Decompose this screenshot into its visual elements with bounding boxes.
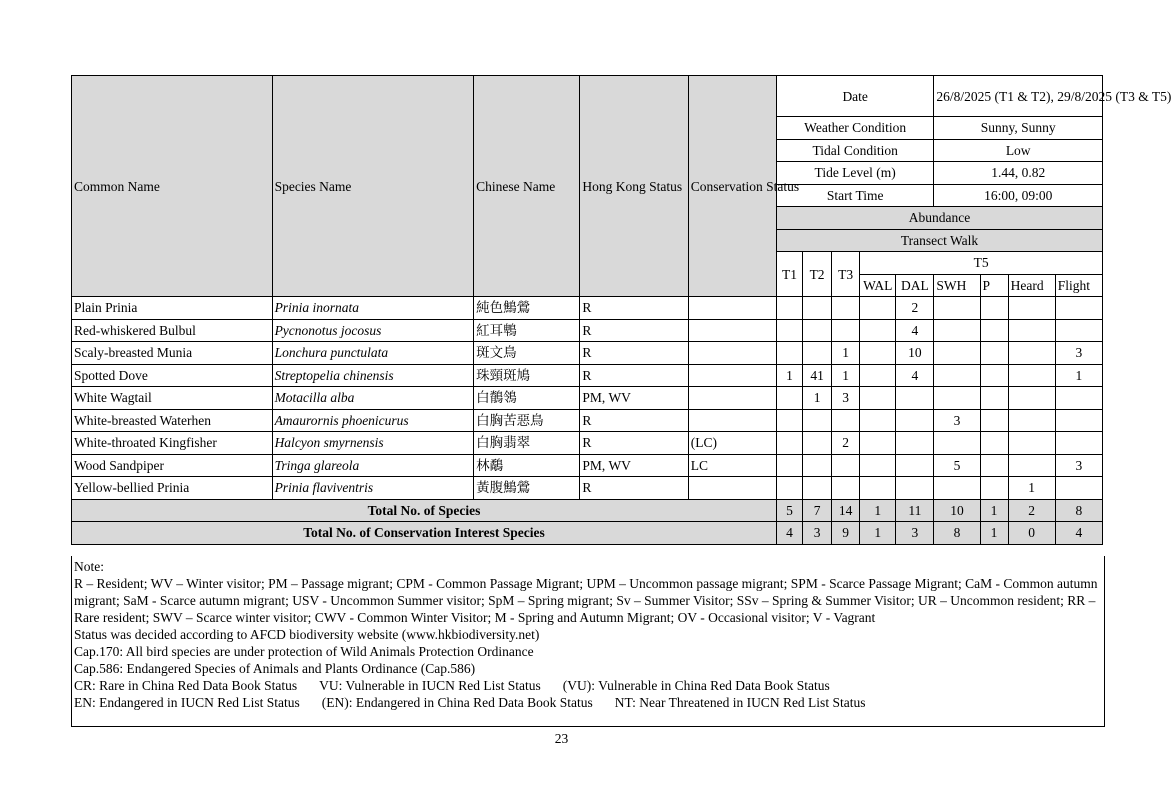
hk-status-cell: PM, WV	[580, 387, 688, 410]
count-cell: 3	[1055, 454, 1102, 477]
species-name-cell: Lonchura punctulata	[272, 342, 474, 365]
notes-title: Note:	[74, 559, 104, 574]
chinese-name-cell: 白胸苦惡鳥	[474, 409, 580, 432]
notes-en-china: (EN): Endangered in China Red Data Book Status	[321, 695, 593, 710]
transect-label: Transect Walk	[776, 229, 1102, 252]
notes-nt: NT: Near Threatened in IUCN Red List Status	[614, 695, 866, 710]
count-cell	[832, 409, 860, 432]
col-header-t3: T3	[832, 252, 860, 297]
count-cell	[832, 319, 860, 342]
table-row	[72, 319, 1103, 342]
count-cell	[860, 319, 896, 342]
count-cell: 1	[1055, 364, 1102, 387]
common-name-cell: Spotted Dove	[72, 364, 273, 387]
common-name-cell: White-throated Kingfisher	[72, 432, 273, 455]
notes-box	[71, 556, 1105, 727]
count-cell: 1	[1008, 477, 1055, 500]
totals-value: 7	[803, 499, 832, 522]
count-cell	[980, 297, 1008, 320]
conservation-status-cell	[688, 297, 776, 320]
count-cell	[860, 364, 896, 387]
hk-status-cell: PM, WV	[580, 454, 688, 477]
start-time-label: Start Time	[776, 184, 933, 207]
header-hk-status: Hong Kong Status	[580, 76, 688, 297]
count-cell	[776, 454, 802, 477]
table-row	[72, 364, 1103, 387]
count-cell	[860, 387, 896, 410]
count-cell	[803, 342, 832, 365]
conservation-status-cell: (LC)	[688, 432, 776, 455]
count-cell	[896, 454, 934, 477]
hk-status-cell: R	[580, 319, 688, 342]
count-cell	[980, 387, 1008, 410]
common-name-cell: Wood Sandpiper	[72, 454, 273, 477]
species-name-cell: Prinia inornata	[272, 297, 474, 320]
header-species-name: Species Name	[272, 76, 474, 297]
conservation-status-cell	[688, 319, 776, 342]
col-header-t2: T2	[803, 252, 832, 297]
notes-line-en	[74, 694, 1102, 711]
chinese-name-cell: 純色鷦鶯	[474, 297, 580, 320]
count-cell: 3	[934, 409, 980, 432]
count-cell: 4	[896, 319, 934, 342]
count-cell: 1	[832, 342, 860, 365]
notes-status-codes: R – Resident; WV – Winter visitor; PM – Passage migrant; CPM - Common Passage Migrant; UPM – Uncommon passage migrant; SPM - Scarce Passage Migrant; CaM - Common autumn migrant; SaM - Scarce autumn migrant; USV - Uncommon Summer visitor; SpM – Spring migrant; Sv – Summer Visitor; SSv – Spring & Summer Visitor; UR – Uncommon resident; RR – Rare resident; SWV – Scarce winter visitor; CWV - Common Winter Visitor; M - Spring and Autumn Migrant; OV - Occasional visitor; V - Vagrant	[74, 576, 1098, 625]
hk-status-cell: R	[580, 409, 688, 432]
totals-value: 1	[980, 522, 1008, 545]
species-name-cell: Pycnonotus jocosus	[272, 319, 474, 342]
totals-value: 4	[776, 522, 802, 545]
count-cell	[980, 342, 1008, 365]
totals-value: 14	[832, 499, 860, 522]
col-header-t5: T5	[860, 252, 1103, 275]
totals-value: 3	[896, 522, 934, 545]
count-cell	[896, 432, 934, 455]
count-cell	[896, 409, 934, 432]
count-cell: 2	[832, 432, 860, 455]
conservation-status-cell	[688, 477, 776, 500]
count-cell	[1008, 387, 1055, 410]
notes-vu-china: (VU): Vulnerable in China Red Data Book Status	[562, 678, 830, 693]
count-cell: 1	[776, 364, 802, 387]
hk-status-cell: R	[580, 297, 688, 320]
count-cell: 3	[832, 387, 860, 410]
count-cell: 4	[896, 364, 934, 387]
count-cell	[776, 319, 802, 342]
common-name-cell: Scaly-breasted Munia	[72, 342, 273, 365]
totals-value: 5	[776, 499, 802, 522]
table-row	[72, 432, 1103, 455]
totals-row	[72, 522, 1103, 545]
count-cell	[1008, 342, 1055, 365]
notes-vu: VU: Vulnerable in IUCN Red List Status	[319, 678, 541, 693]
species-name-cell: Amaurornis phoenicurus	[272, 409, 474, 432]
chinese-name-cell: 斑文鳥	[474, 342, 580, 365]
abundance-label: Abundance	[776, 207, 1102, 230]
common-name-cell: Plain Prinia	[72, 297, 273, 320]
notes-en: EN: Endangered in IUCN Red List Status	[74, 695, 300, 710]
count-cell	[1055, 477, 1102, 500]
notes-cap586: Cap.586: Endangered Species of Animals and Plants Ordinance (Cap.586)	[74, 661, 476, 676]
count-cell	[803, 409, 832, 432]
date-label: Date	[776, 76, 933, 117]
hk-status-cell: R	[580, 342, 688, 365]
count-cell	[803, 432, 832, 455]
count-cell	[776, 432, 802, 455]
count-cell: 3	[1055, 342, 1102, 365]
totals-value: 3	[803, 522, 832, 545]
count-cell	[896, 477, 934, 500]
count-cell	[934, 364, 980, 387]
weather-value: Sunny, Sunny	[934, 117, 1103, 140]
chinese-name-cell: 珠頸斑鳩	[474, 364, 580, 387]
count-cell	[803, 297, 832, 320]
count-cell: 41	[803, 364, 832, 387]
conservation-status-cell	[688, 364, 776, 387]
col-header-swh: SWH	[934, 274, 980, 297]
header-row-date	[72, 76, 1103, 117]
count-cell	[1008, 409, 1055, 432]
totals-value: 2	[1008, 499, 1055, 522]
header-common-name: Common Name	[72, 76, 273, 297]
col-header-flight: Flight	[1055, 274, 1102, 297]
count-cell	[980, 432, 1008, 455]
common-name-cell: White Wagtail	[72, 387, 273, 410]
count-cell	[934, 477, 980, 500]
weather-label: Weather Condition	[776, 117, 933, 140]
count-cell: 1	[803, 387, 832, 410]
totals-value: 8	[1055, 499, 1102, 522]
count-cell	[803, 477, 832, 500]
count-cell	[803, 319, 832, 342]
count-cell	[776, 342, 802, 365]
totals-label: Total No. of Conservation Interest Species	[72, 522, 777, 545]
totals-value: 10	[934, 499, 980, 522]
notes-afcd: Status was decided according to AFCD biodiversity website (www.hkbiodiversity.net)	[74, 627, 540, 642]
table-row	[72, 477, 1103, 500]
count-cell	[832, 477, 860, 500]
count-cell: 5	[934, 454, 980, 477]
totals-value: 8	[934, 522, 980, 545]
start-time-value: 16:00, 09:00	[934, 184, 1103, 207]
count-cell	[1055, 319, 1102, 342]
count-cell	[934, 297, 980, 320]
chinese-name-cell: 林鷸	[474, 454, 580, 477]
species-name-cell: Tringa glareola	[272, 454, 474, 477]
count-cell: 1	[832, 364, 860, 387]
table-row	[72, 297, 1103, 320]
count-cell	[1008, 432, 1055, 455]
count-cell	[1055, 432, 1102, 455]
col-header-t1: T1	[776, 252, 802, 297]
header-conservation-status: Conservation Status	[688, 76, 776, 297]
table-row	[72, 409, 1103, 432]
totals-label: Total No. of Species	[72, 499, 777, 522]
bird-survey-table	[71, 75, 1171, 545]
totals-value: 1	[860, 522, 896, 545]
count-cell	[934, 387, 980, 410]
count-cell	[776, 387, 802, 410]
species-name-cell: Halcyon smyrnensis	[272, 432, 474, 455]
table-row	[72, 342, 1103, 365]
species-name-cell: Motacilla alba	[272, 387, 474, 410]
count-cell	[1055, 297, 1102, 320]
chinese-name-cell: 白胸翡翠	[474, 432, 580, 455]
date-value: 26/8/2025 (T1 & T2), 29/8/2025 (T3 & T5)	[934, 76, 1103, 117]
totals-value: 0	[1008, 522, 1055, 545]
totals-value: 4	[1055, 522, 1102, 545]
chinese-name-cell: 紅耳鵯	[474, 319, 580, 342]
table-row	[72, 387, 1103, 410]
chinese-name-cell: 黃腹鷦鶯	[474, 477, 580, 500]
table-row	[72, 454, 1103, 477]
conservation-status-cell	[688, 342, 776, 365]
col-header-wal: WAL	[860, 274, 896, 297]
conservation-status-cell	[688, 409, 776, 432]
common-name-cell: Yellow-bellied Prinia	[72, 477, 273, 500]
count-cell	[860, 409, 896, 432]
species-name-cell: Prinia flaviventris	[272, 477, 474, 500]
notes-cap170: Cap.170: All bird species are under protection of Wild Animals Protection Ordinance	[74, 644, 534, 659]
conservation-status-cell: LC	[688, 454, 776, 477]
col-header-p: P	[980, 274, 1008, 297]
hk-status-cell: R	[580, 432, 688, 455]
totals-value: 11	[896, 499, 934, 522]
count-cell	[934, 432, 980, 455]
totals-value: 9	[832, 522, 860, 545]
count-cell	[1055, 387, 1102, 410]
count-cell	[776, 409, 802, 432]
count-cell	[980, 364, 1008, 387]
totals-row	[72, 499, 1103, 522]
totals-value: 1	[860, 499, 896, 522]
count-cell	[832, 454, 860, 477]
count-cell	[1008, 319, 1055, 342]
notes-line-cr	[74, 677, 1102, 694]
header-chinese-name: Chinese Name	[474, 76, 580, 297]
count-cell	[860, 297, 896, 320]
count-cell	[1008, 364, 1055, 387]
count-cell	[980, 477, 1008, 500]
count-cell	[860, 454, 896, 477]
tide-level-value: 1.44, 0.82	[934, 162, 1103, 185]
count-cell	[896, 387, 934, 410]
col-header-heard: Heard	[1008, 274, 1055, 297]
conservation-status-cell	[688, 387, 776, 410]
species-name-cell: Streptopelia chinensis	[272, 364, 474, 387]
count-cell	[934, 342, 980, 365]
tidal-value: Low	[934, 139, 1103, 162]
count-cell	[980, 454, 1008, 477]
count-cell	[1008, 297, 1055, 320]
col-header-dal: DAL	[896, 274, 934, 297]
count-cell: 10	[896, 342, 934, 365]
count-cell	[1055, 409, 1102, 432]
hk-status-cell: R	[580, 477, 688, 500]
count-cell	[1008, 454, 1055, 477]
common-name-cell: Red-whiskered Bulbul	[72, 319, 273, 342]
count-cell	[980, 409, 1008, 432]
count-cell	[860, 432, 896, 455]
count-cell	[980, 319, 1008, 342]
count-cell	[832, 297, 860, 320]
count-cell	[934, 319, 980, 342]
count-cell	[803, 454, 832, 477]
count-cell: 2	[896, 297, 934, 320]
chinese-name-cell: 白鶺鴒	[474, 387, 580, 410]
count-cell	[860, 342, 896, 365]
hk-status-cell: R	[580, 364, 688, 387]
page-number: 23	[554, 731, 569, 746]
notes-cr: CR: Rare in China Red Data Book Status	[74, 678, 298, 693]
count-cell	[776, 297, 802, 320]
count-cell	[860, 477, 896, 500]
totals-value: 1	[980, 499, 1008, 522]
count-cell	[776, 477, 802, 500]
common-name-cell: White-breasted Waterhen	[72, 409, 273, 432]
tidal-label: Tidal Condition	[776, 139, 933, 162]
tide-level-label: Tide Level (m)	[776, 162, 933, 185]
